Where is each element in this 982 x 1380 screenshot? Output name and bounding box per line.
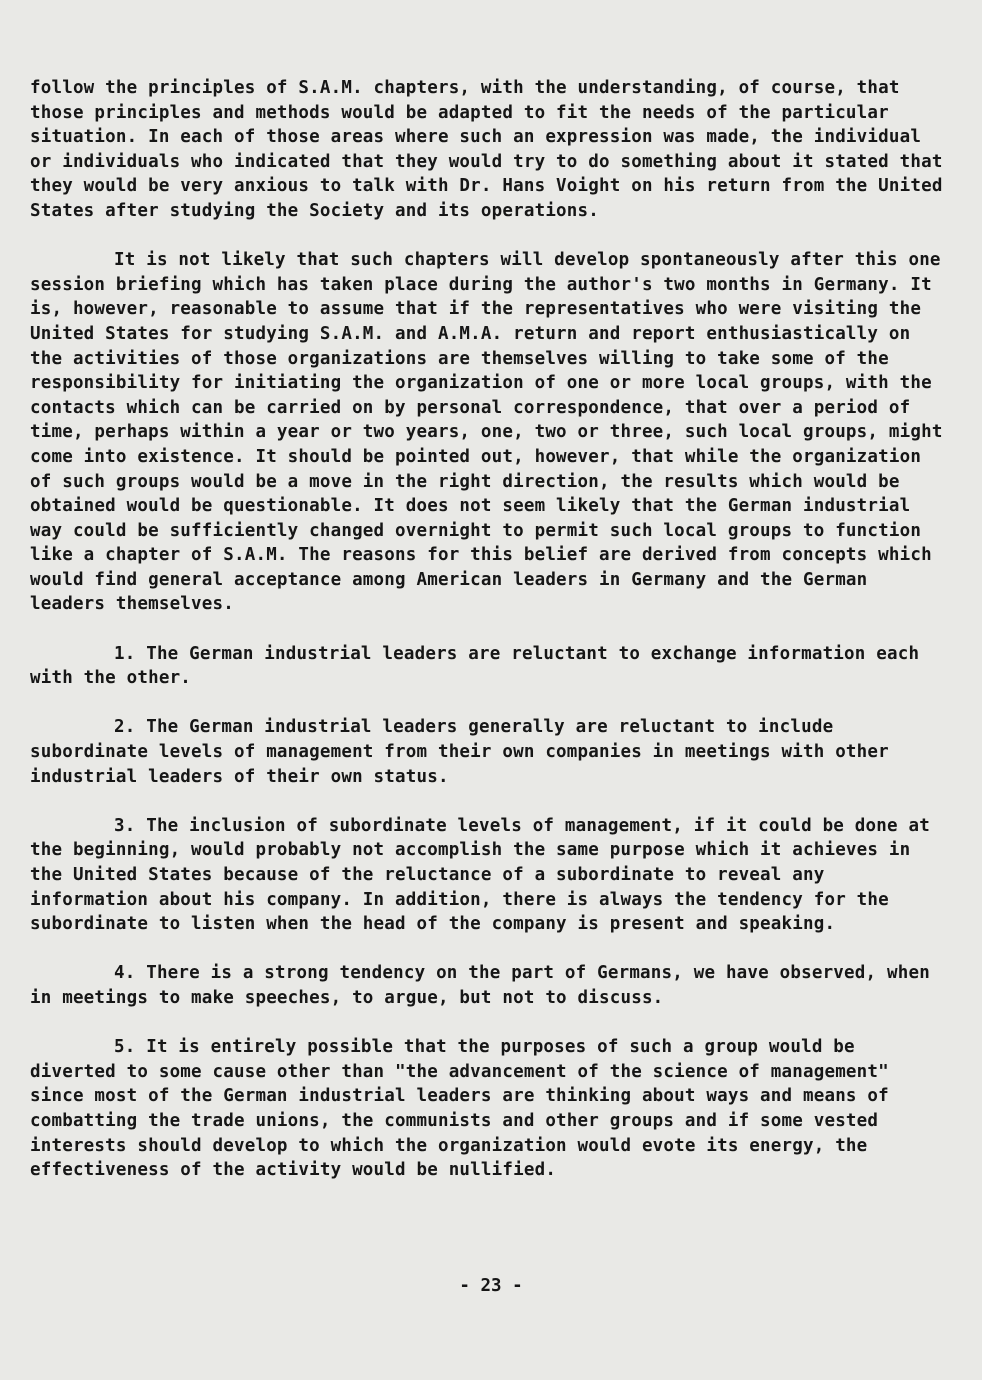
numbered-item-2: 2. The German industrial leaders generally are reluctant to include subordinate levels of management from their own companies in meetings with other industrial leaders of their own status. bbox=[30, 717, 889, 787]
document-body bbox=[30, 76, 944, 1183]
numbered-item-3: 3. The inclusion of subordinate levels of management, if it could be done at the beginning, would probably not accomplish the same purpose which it achieves in the United States because of the reluctance of a subordinate to reveal any information about his company. In addition, there is always the tendency for the subordinate to listen when the head of the company is present and speaking. bbox=[30, 815, 930, 935]
paragraph-main: It is not likely that such chapters will develop spontaneously after this one session briefing which has taken place during the author's two months in Germany. It is, however, reasonable to assume that if the representatives who were visiting the United States for studying S.A.M. and A.M.A. return and report enthusiastically on the activities of those organizations are themselves willing to take some of the responsibility for initiating the organization of one or more local groups, with the contacts which can be carried on by personal correspondence, that over a period of time, perhaps within a year or two years, one, two or three, such local groups, might come into existence. It should be pointed out, however, that while the organization of such groups would be a move in the right direction, the results which would be obtained would be questionable. It does not seem likely that the German industrial way could be sufficiently changed overnight to permit such local groups to function like a chapter of S.A.M. The reasons for this belief are derived from concepts which would find general acceptance among American leaders in Germany and the German leaders themselves. bbox=[30, 250, 943, 615]
page-number: - 23 - bbox=[459, 1276, 523, 1296]
numbered-item-4: 4. There is a strong tendency on the part of Germans, we have observed, when in meetings to make speeches, to argue, but not to discuss. bbox=[30, 963, 930, 1008]
numbered-item-1: 1. The German industrial leaders are reluctant to exchange information each with the other. bbox=[30, 643, 920, 689]
numbered-item-5: 5. It is entirely possible that the purposes of such a group would be diverted to some cause other than "the advancement of the science of management" since most of the German industrial leaders are thinking about ways and means of combatting the trade unions, the communists and other groups and if some vested interests should develop to which the organization would evote its energy, the effectiveness of the activity would be nullified. bbox=[30, 1037, 889, 1181]
paragraph-continuation: follow the principles of S.A.M. chapters, with the understanding, of course, that those principles and methods would be adapted to fit the needs of the particular situation. In each of those areas where such an expression was made, the individual or individuals who indicated that they would try to do something about it stated that they would be very anxious to talk with Dr. Hans Voight on his return from the United States after studying the Society and its operations. bbox=[30, 78, 943, 221]
